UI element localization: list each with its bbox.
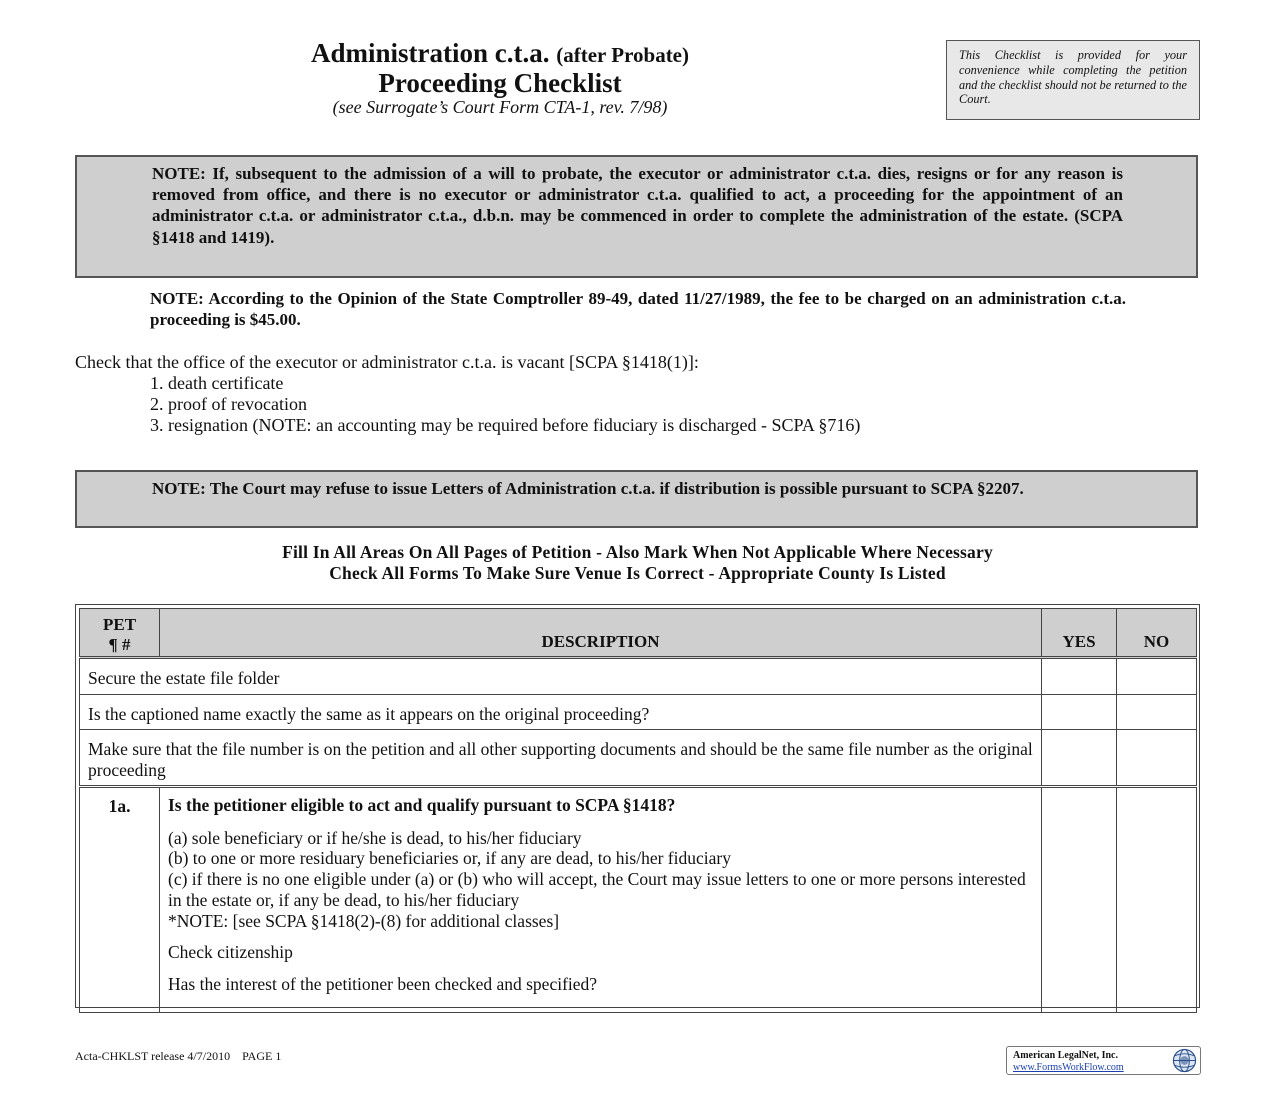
form-title-line2: Proceeding Checklist bbox=[378, 68, 622, 98]
yes-checkbox-cell[interactable] bbox=[1042, 694, 1117, 730]
list-item: 2. proof of revocation bbox=[150, 394, 307, 414]
yes-checkbox-cell[interactable] bbox=[1042, 787, 1117, 1013]
yes-checkbox-cell[interactable] bbox=[1042, 658, 1117, 695]
form-title-main: Administration c.t.a. bbox=[311, 38, 550, 68]
note-distribution-text: NOTE: The Court may refuse to issue Letters of Administration c.t.a. if distribution is possible pursuant to SCPA §2207. bbox=[152, 479, 1024, 498]
header-no: NO bbox=[1117, 609, 1197, 658]
disclaimer-box: This Checklist is provided for your convenience while completing the petition and the checklist should not be returned to the Court. bbox=[946, 40, 1200, 120]
list-item: 1. death certificate bbox=[150, 373, 284, 393]
checklist-table bbox=[79, 608, 1197, 1013]
note-fee-text: NOTE: According to the Opinion of the State Comptroller 89-49, dated 11/27/1989, the fee to be charged on an administration c.t.a. proceeding is $45.00. bbox=[150, 289, 1126, 330]
row-description: Secure the estate file folder bbox=[80, 658, 1042, 695]
logo-url-link[interactable]: www.FormsWorkFlow.com bbox=[1013, 1062, 1124, 1073]
instruction-line-1: Fill In All Areas On All Pages of Petition - Also Mark When Not Applicable Where Necessary bbox=[282, 542, 993, 562]
header-pet: PET ¶ # bbox=[80, 609, 160, 658]
citizenship-check: Check citizenship bbox=[168, 942, 293, 963]
row-number: 1a. bbox=[80, 787, 160, 1013]
form-title-suffix: (after Probate) bbox=[556, 43, 689, 67]
interest-check: Has the interest of the petitioner been checked and specified? bbox=[168, 973, 598, 994]
checklist-table-frame bbox=[75, 604, 1200, 1008]
note-distribution-box bbox=[75, 470, 1198, 528]
globe-icon bbox=[1172, 1048, 1197, 1073]
no-checkbox-cell[interactable] bbox=[1117, 730, 1197, 787]
vacancy-check-title: Check that the office of the executor or administrator c.t.a. is vacant [SCPA §1418(1)]: bbox=[75, 352, 699, 372]
note-vacancy-text: NOTE: If, subsequent to the admission of a will to probate, the executor or administrator c.t.a. dies, resigns or for any reason is removed from office, and there is no executor or administrator c.t.a. qualified to act, a proceeding for the appointment of an administrator c.t.a. or administrator c.t.a., d.b.n. may be commenced in order to complete the administration of the estate. (SCPA §1418 and 1419). bbox=[152, 164, 1123, 247]
no-checkbox-cell[interactable] bbox=[1117, 787, 1197, 1013]
table-row bbox=[80, 694, 1197, 730]
note-vacancy-box bbox=[75, 155, 1198, 278]
table-row bbox=[80, 730, 1197, 787]
table-header-row bbox=[80, 609, 1197, 658]
page-number: PAGE 1 bbox=[242, 1049, 282, 1063]
row-description bbox=[160, 787, 1042, 1013]
yes-checkbox-cell[interactable] bbox=[1042, 730, 1117, 787]
form-title bbox=[0, 38, 1000, 69]
table-row-1a bbox=[80, 787, 1197, 1013]
row-description: Is the captioned name exactly the same as it appears on the original proceeding? bbox=[80, 694, 1042, 730]
table-row bbox=[80, 658, 1197, 695]
header-yes: YES bbox=[1042, 609, 1117, 658]
list-item: 3. resignation (NOTE: an accounting may be required before fiduciary is discharged - SCPA §716) bbox=[150, 415, 861, 435]
no-checkbox-cell[interactable] bbox=[1117, 694, 1197, 730]
form-subtitle: (see Surrogate’s Court Form CTA-1, rev. 7/98) bbox=[332, 97, 668, 117]
row-question: Is the petitioner eligible to act and qualify pursuant to SCPA §1418? bbox=[168, 795, 676, 815]
no-checkbox-cell[interactable] bbox=[1117, 658, 1197, 695]
vacancy-check-list bbox=[150, 373, 860, 436]
logo-name: American LegalNet, Inc. bbox=[1013, 1050, 1118, 1061]
instruction-line-2: Check All Forms To Make Sure Venue Is Correct - Appropriate County Is Listed bbox=[329, 563, 946, 583]
row-description: Make sure that the file number is on the petition and all other supporting documents and should be the same file number as the original proceeding bbox=[80, 730, 1042, 787]
footer-release: Acta-CHKLST release 4/7/2010 PAGE 1 bbox=[75, 1049, 282, 1063]
header-description: DESCRIPTION bbox=[160, 609, 1042, 658]
eligibility-classes: (a) sole beneficiary or if he/she is dead, to his/her fiduciary (b) to one or more residuary beneficiaries or, if any are dead, to his/her fiduciary (c) if there is no one eligible under (a) or (b) who will accept, the Court may issue letters to one or more persons interested in the estate or, if any be dead, to his/her fiduciary *NOTE: [see SCPA §1418(2)-(8) for additional classes] bbox=[168, 827, 1026, 931]
publisher-logo[interactable] bbox=[1006, 1046, 1201, 1075]
